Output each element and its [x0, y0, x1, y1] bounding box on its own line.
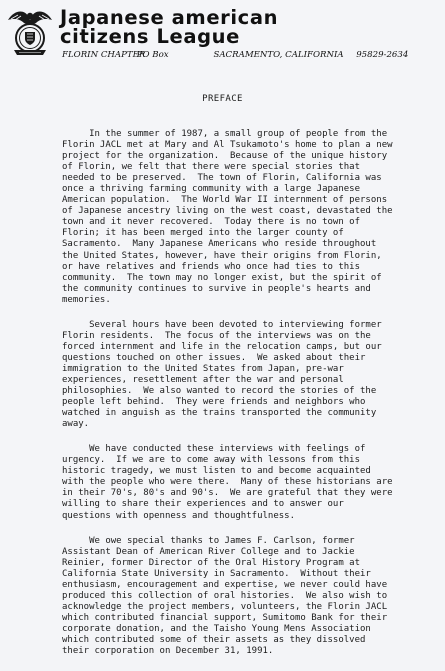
text-line: of Japanese ancestry living on the west coast, devastated the [62, 206, 393, 217]
text-line: questions with openness and thoughtfulness. [62, 510, 295, 521]
text-line: people left behind. They were friends and neighbors who [62, 397, 366, 408]
text-line: or have relatives and friends who once had ties to this [62, 261, 361, 272]
text-line: immigration to the United States from Japan, pre-war [62, 363, 344, 374]
text-line: project for the organization. Because of the unique history [62, 151, 388, 162]
text-line: watched in anguish as the trains transported the community [62, 408, 377, 419]
text-line: away. [62, 419, 90, 430]
text-line: Several hours have been devoted to interviewing former [62, 319, 382, 330]
text-line: the United States, however, have their origins from Florin, [62, 250, 382, 261]
document-body [62, 129, 442, 671]
text-line: Florin JACL met at Mary and Al Tsukamoto's home to plan a new [62, 140, 393, 151]
letterhead [6, 6, 440, 66]
text-line: which contributed financial support, Sumitomo Bank for their [62, 612, 388, 623]
text-line: California State University in Sacramento. Without their [62, 568, 371, 579]
text-line: American population. The World War II internment of persons [62, 195, 388, 206]
zip-code: 95829-2634 [356, 50, 409, 60]
paragraph-3 [62, 444, 442, 521]
text-line: questions touched on other issues. We asked about their [62, 352, 366, 363]
text-line: historic tragedy, we must listen to and become acquainted [62, 466, 371, 477]
text-line: of Florin, we felt that there were special stories that [62, 162, 361, 173]
text-line: In the summer of 1987, a small group of people from the [62, 129, 388, 139]
org-name-line1: Japanese american [60, 6, 279, 29]
text-line: enthusiasm, encouragement and expertise, we never could have [62, 579, 388, 590]
text-line: which contributed some of their assets as they dissolved [62, 634, 366, 645]
text-line: Reinier, former Director of the Oral History Program at [62, 557, 361, 568]
text-line: willing to share their experiences and to answer our [62, 499, 344, 510]
text-line: corporate donation, and the Taisho Young Mens Association [62, 623, 371, 634]
text-line: once a thriving farming community with a large Japanese [62, 184, 361, 195]
text-line: acknowledge the project members, volunteers, the Florin JACL [62, 601, 388, 612]
text-line: Florin residents. The focus of the interviews was on the [62, 330, 371, 341]
text-line: urgency. If we are to come away with lessons from this [62, 455, 361, 466]
letterhead-address [62, 50, 408, 60]
page-title: PREFACE [202, 94, 243, 104]
text-line: town and it never recovered. Today there is no town of [62, 217, 361, 228]
text-line: community. The town may no longer exist, but the spirit of [62, 272, 382, 283]
text-line: Sacramento. Many Japanese Americans who reside throughout [62, 239, 377, 250]
text-line: Assistant Dean of American River College and to Jackie [62, 546, 355, 557]
text-line: in their 70's, 80's and 90's. We are grateful that they were [62, 488, 393, 499]
text-line: forced internment and life in the relocation camps, but our [62, 341, 382, 352]
po-box: PO Box [136, 50, 169, 60]
text-line: their corporation on December 31, 1991. [62, 646, 274, 657]
city-state: SACRAMENTO, CALIFORNIA [213, 50, 344, 60]
org-name-line2: citizens League [60, 25, 240, 48]
text-line: with the people who were there. Many of these historians are [62, 477, 393, 488]
eagle-seal-icon [6, 6, 54, 58]
text-line: the community continues to survive in people's hearts and [62, 283, 371, 294]
chapter-name: FLORIN CHAPTER [62, 50, 146, 60]
text-line: We have conducted these interviews with feelings of [62, 444, 366, 455]
text-line: experiences, resettlement after the war and personal [62, 374, 344, 385]
paragraph-2 [62, 320, 442, 430]
text-line: philosophies. We also wanted to record the stories of the [62, 386, 377, 397]
paragraph-1 [62, 129, 442, 306]
paragraph-4 [62, 536, 442, 658]
text-line: needed to be preserved. The town of Florin, California was [62, 173, 382, 184]
text-line: We owe special thanks to James F. Carlson, former [62, 535, 355, 546]
text-line: memories. [62, 294, 111, 305]
text-line: produced this collection of oral histories. We also wish to [62, 590, 388, 601]
text-line: Florin; it has been merged into the larger county of [62, 228, 344, 239]
